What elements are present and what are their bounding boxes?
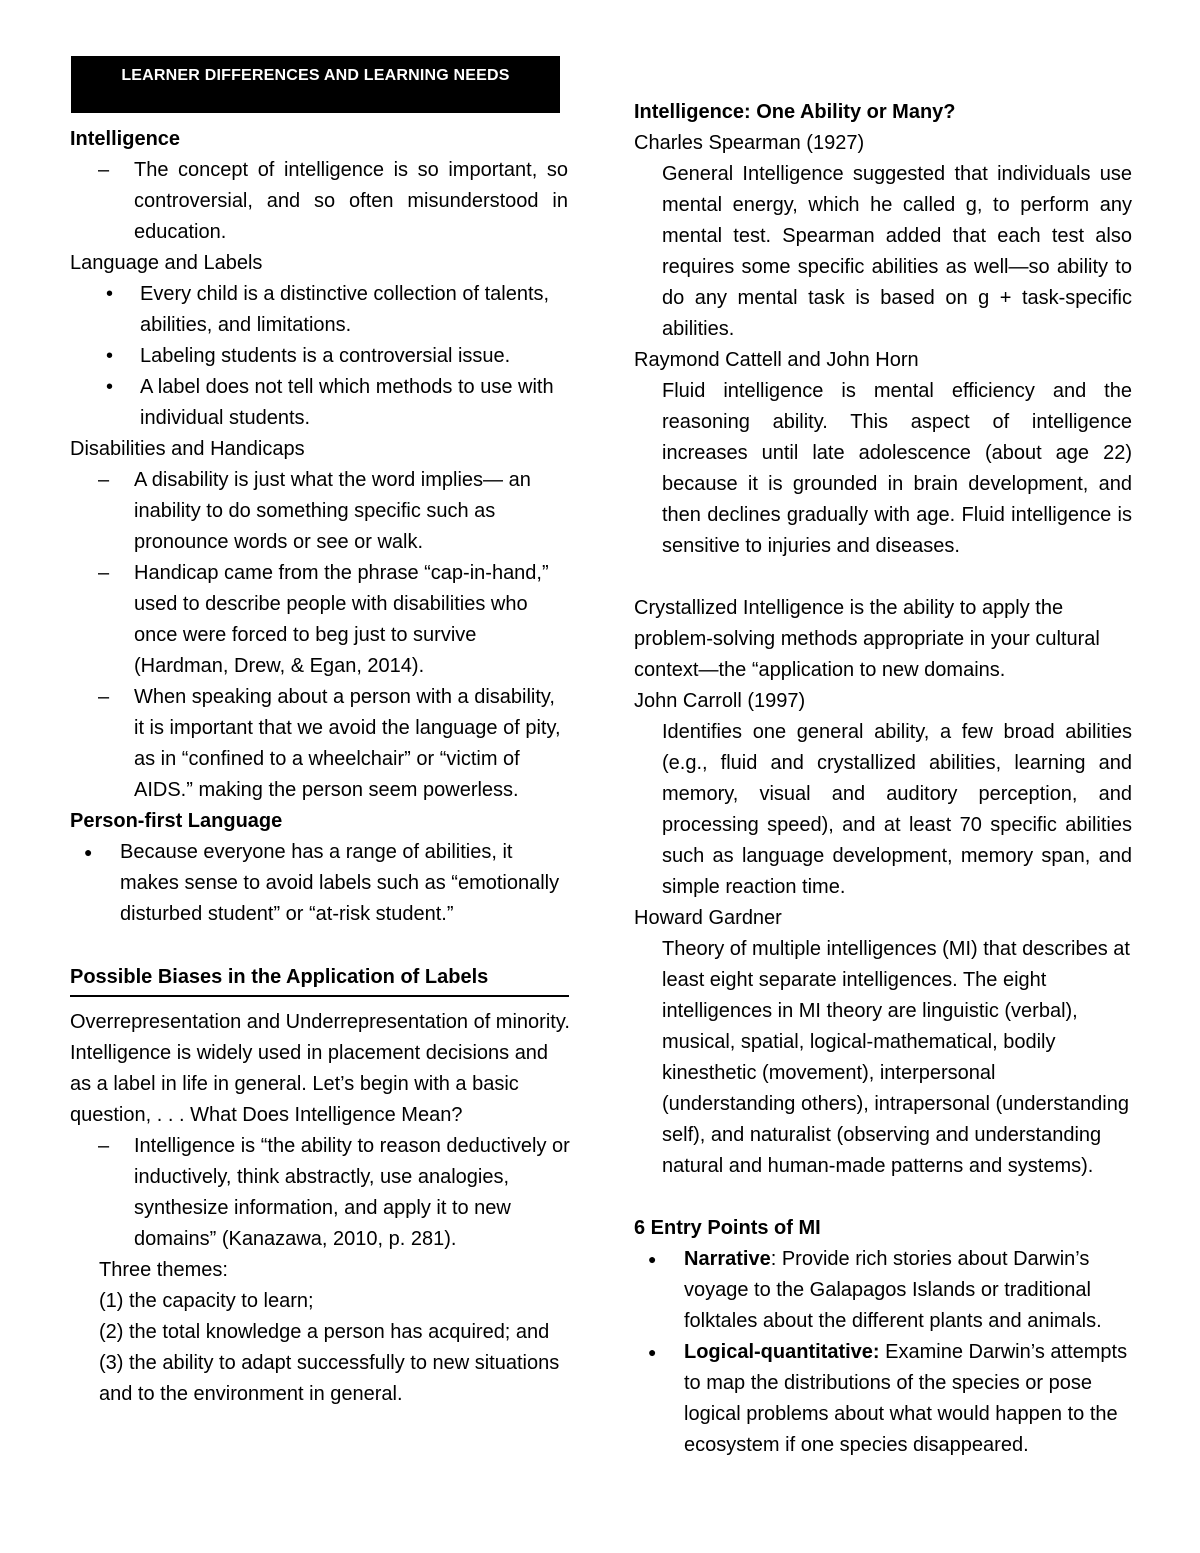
- cattell-name: Raymond Cattell and John Horn: [634, 349, 919, 371]
- right-column: [634, 97, 1132, 1461]
- list-item: – Intelligence is “the ability to reason deductively or inductively, think abstractly, use analogies, synthesize information, and apply it to new domains” (Kanazawa, 2010, p. 281).: [98, 1135, 570, 1250]
- list-item: ● Narrative: Provide rich stories about Darwin’s voyage to the Galapagos Islands or traditional folktales about the different plants and animals.: [648, 1248, 1102, 1332]
- item-text: Intelligence is “the ability to reason deductively or inductively, think abstractly, use analogies, synthesize information, and apply it to new domains” (Kanazawa, 2010, p. 281).: [134, 1135, 570, 1250]
- spearman-name: Charles Spearman (1927): [634, 132, 865, 154]
- intelligence-section: [70, 124, 568, 930]
- biases-section: [70, 962, 570, 993]
- entry-text: Provide rich stories about Darwin’s voyage to the Galapagos Islands or traditional folktales about the different plants and animals.: [684, 1248, 1102, 1332]
- list-item: – A disability is just what the word implies— an inability to do something specific such as pronounce words or see or walk.: [98, 469, 531, 553]
- entry-term: Narrative: [684, 1248, 771, 1270]
- item-text: A disability is just what the word implies— an inability to do something specific such as pronounce words or see or walk.: [134, 469, 531, 553]
- item-text: The concept of intelligence is so important, so controversial, and so often misunderstood in education.: [134, 159, 568, 243]
- item-text: Every child is a distinctive collection of talents, abilities, and limitations.: [140, 283, 550, 336]
- list-item: ● Logical-quantitative: Examine Darwin’s attempts to map the distributions of the species or pose logical problems about what would happen to the ecosystem if one species disappeared.: [648, 1341, 1128, 1456]
- item-text: Labeling students is a controversial issue.: [140, 345, 511, 367]
- list-item: – When speaking about a person with a disability, it is important that we avoid the language of pity, as in “confined to a wheelchair” or “victim of AIDS.” making the person seem powerless.: [98, 686, 561, 801]
- gardner-text: Theory of multiple intelligences (MI) that describes at least eight separate intelligences. The eight intelligences in MI theory are linguistic (verbal), musical, spatial, logical-mathematical, bodily kinesthetic (movement), interpersonal (understanding others), intrapersonal (understanding self), and naturalist (observing and understanding natural and human-made patterns and systems).: [662, 938, 1130, 1177]
- gardner-name: Howard Gardner: [634, 907, 782, 929]
- intelligence-heading: Intelligence: [70, 128, 181, 150]
- entry-term: Logical-quantitative:: [684, 1341, 880, 1363]
- entry-sep: :: [770, 1248, 782, 1270]
- biases-heading: Possible Biases in the Application of Labels: [70, 966, 489, 988]
- item-text: Handicap came from the phrase “cap-in-hand,” used to describe people with disabilities who once were forced to beg just to survive (Hardman, Drew, & Egan, 2014).: [134, 562, 549, 677]
- title-banner: LEARNER DIFFERENCES AND LEARNING NEEDS: [71, 56, 560, 113]
- biases-body: [70, 1007, 570, 1410]
- carroll-name: John Carroll (1997): [634, 690, 806, 712]
- cattell-text: Fluid intelligence is mental efficiency and the reasoning ability. This aspect of intelligence increases until late adolescence (about age 22) because it is grounded in brain development, and then declines gradually with age. Fluid intelligence is sensitive to injuries and diseases.: [662, 380, 1132, 557]
- list-item: • Labeling students is a controversial issue.: [106, 345, 511, 367]
- section-heading: Intelligence: One Ability or Many?: [634, 101, 956, 123]
- themes-label: Three themes:: [99, 1259, 228, 1281]
- entry-points-heading: 6 Entry Points of MI: [634, 1217, 821, 1239]
- item-text: Because everyone has a range of abilities, it makes sense to avoid labels such as “emotionally disturbed student” or “at-risk student.”: [120, 841, 560, 925]
- language-heading: Language and Labels: [70, 252, 263, 274]
- theme-item: (2) the total knowledge a person has acquired; and: [99, 1321, 550, 1343]
- entry-text: Examine Darwin’s attempts to map the distributions of the species or pose logical problems about what would happen to the ecosystem if one species disappeared.: [684, 1341, 1128, 1456]
- theme-item: (3) the ability to adapt successfully to new situations and to the environment in general.: [99, 1352, 560, 1405]
- themes-block: [70, 1255, 570, 1410]
- list-item: ● Because everyone has a range of abilities, it makes sense to avoid labels such as “emotionally disturbed student” or “at-risk student.”: [84, 841, 560, 925]
- person-first-heading: Person-first Language: [70, 810, 283, 832]
- carroll-text: Identifies one general ability, a few broad abilities (e.g., fluid and crystallized abilities, learning and memory, visual and auditory perception, and processing speed), and at least 70 specific abilities such as language development, memory span, and simple reaction time.: [662, 721, 1132, 898]
- item-text: A label does not tell which methods to use with individual students.: [140, 376, 554, 429]
- list-item: – The concept of intelligence is so important, so controversial, and so often misunderstood in education.: [98, 159, 568, 243]
- item-text: When speaking about a person with a disability, it is important that we avoid the language of pity, as in “confined to a wheelchair” or “victim of AIDS.” making the person seem powerless.: [134, 686, 561, 801]
- disabilities-heading: Disabilities and Handicaps: [70, 438, 305, 460]
- crystallized-text: Crystallized Intelligence is the ability to apply the problem-solving methods appropriate in your cultural context—the “application to new domains.: [634, 597, 1100, 681]
- heading-underline: [70, 995, 569, 997]
- list-item: – Handicap came from the phrase “cap-in-hand,” used to describe people with disabilities who once were forced to beg just to survive (Hardman, Drew, & Egan, 2014).: [98, 562, 549, 677]
- list-item: • Every child is a distinctive collection of talents, abilities, and limitations.: [106, 283, 550, 336]
- spearman-text: General Intelligence suggested that individuals use mental energy, which he called g, to perform any mental test. Spearman added that each test also requires some specific abilities as well—so ability to do any mental task is based on g + task-specific abilities.: [662, 163, 1132, 340]
- list-item: • A label does not tell which methods to use with individual students.: [106, 376, 554, 429]
- biases-paragraph: Overrepresentation and Underrepresentation of minority. Intelligence is widely used in placement decisions and as a label in life in general. Let’s begin with a basic question, . . . What Does Intelligence Mean?: [70, 1011, 570, 1126]
- theme-item: (1) the capacity to learn;: [99, 1290, 314, 1312]
